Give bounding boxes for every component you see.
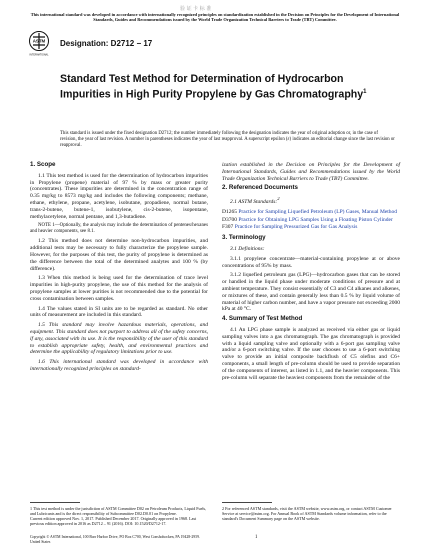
paragraph-1-6: 1.6 This international standard was developed in accordance with internationally recognized principles on standard- bbox=[30, 359, 208, 372]
copyright-line: Copyright © ASTM International, 100 Barr Harbor Drive, PO Box C700, West Conshohocken, PA 19428-2959. United States bbox=[30, 535, 200, 544]
footnote-rule-right bbox=[222, 502, 272, 503]
svg-text:ASTM: ASTM bbox=[32, 38, 46, 44]
intro-note: This standard is issued under the fixed designation D2712; the number immediately following the designation indicates the year of original adoption or, in the case of revision, the year of last revision. A number in parentheses indicates the year of last reapproval. A superscript epsilon (ε) indicates an editorial change since the last revision or reapproval. bbox=[60, 131, 395, 148]
reference-link[interactable]: Practice for Obtaining LPG Samples Using a Floating Piston Cylinder bbox=[238, 216, 393, 223]
astm-standards-label: 2.1 ASTM Standards: bbox=[230, 199, 278, 206]
paragraph-3-1-2: 3.1.2 liquefied petroleum gas (LPG)—hydrocarbon gases that can be stored or handled in the liquid phase under moderate conditions of pressure and at ambient temperature. They consist essentially of C3 and C4 alkanes and alkenes, or mixtures of these, and contain generally less than 0.5 % by liquid volume of material of higher carbon number, and have a vapor pressure not exceeding 2000 kPa at 40 °C. bbox=[222, 272, 401, 313]
reference-code: F307 bbox=[222, 224, 234, 231]
reference-code: D3700 bbox=[222, 216, 237, 223]
title-footnote-mark: 1 bbox=[363, 88, 367, 95]
svg-text:INTERNATIONAL: INTERNATIONAL bbox=[29, 53, 49, 57]
paragraph-4-1: 4.1 An LPG phase sample is analyzed as received via either gas or liquid sampling valves into a gas chromatograph. The gas chromatograph is provided with a liquid sampling valve and optionally with a 6-port gas sampling valve and/or a 6-port switching valve. If the user chooses to use a 6-port switching valve to provide an initial composite backflush of C5 olefins and C6+ components, a small length of pre-column should be used to provide separation of the components of interest, as listed in 1.1, and the heavier components. This pre-column will separate the heaviest components from the remainder of the bbox=[222, 326, 400, 381]
footnote-mark-2: 2 bbox=[277, 196, 280, 202]
watermark: 验 证 卡 标 准 bbox=[180, 6, 212, 12]
footnote-1: 1 This test method is under the jurisdiction of ASTM Committee D02 on Petroleum Products, Liquid Fuels, and Lubricants and is the direct responsibility of Subcommittee D02.D0.01 on Propylene. bbox=[30, 506, 207, 516]
footnote-rule-left bbox=[30, 502, 80, 503]
paragraph-1-6-continued: ization established in the Decision on Principles for the Development of International Standards, Guides and Recommendations issued by the World Trade Organization Technical Barriers to Trade (TBT) Committee. bbox=[222, 162, 400, 182]
reference-link[interactable]: Practice for Sampling Pressurized Gas for Gas Analysis bbox=[234, 224, 358, 231]
reference-d3700[interactable] bbox=[222, 217, 400, 224]
paragraph-1-5: 1.5 This standard may involve hazardous materials, operations, and equipment. This standard does not purport to address all of the safety concerns, if any, associated with its use. It is the responsibility of the user of this standard to establish appropriate safety, health, and environmental practices and determine the applicability of regulatory limitations prior to use. bbox=[30, 322, 208, 356]
referenced-documents-heading: 2. Referenced Documents bbox=[222, 184, 298, 192]
note-1: NOTE 1—Optionally, the analysis may include the determination of pentenes/hexanes and heavier components, see 8.1. bbox=[30, 223, 208, 235]
footnote-2: 2 For referenced ASTM standards, visit the ASTM website, www.astm.org, or contact ASTM Customer Service at service@astm.org. For Annual Book of ASTM Standards volume information, refer to the standard's Document Summary page on the ASTM website. bbox=[222, 506, 392, 521]
reference-link[interactable]: Practice for Sampling Liquefied Petroleum (LP) Gases, Manual Method bbox=[238, 208, 398, 215]
astm-logo bbox=[28, 31, 50, 58]
footnote-edition: Current edition approved Nov. 1, 2017. Published December 2017. Originally approved in 1968. Last previous edition approved in 2016 as D2712 – 91 (2016). DOI: 10.1520/D2712-17. bbox=[30, 516, 197, 526]
paragraph-1-3: 1.3 When this method is being used for the determination of trace level impurities in high-purity propylene, the use of this method for the analysis of propylene samples at lower purities is not recommended due to the potential for cross contamination between samples. bbox=[30, 275, 208, 302]
terminology-heading: 3. Terminology bbox=[222, 234, 266, 242]
paragraph-1-1: 1.1 This test method is used for the determination of hydrocarbon impurities in Propylene (propene) material of 97 % by mass or greater purity (concentrates). These impurities are determined in the concentration range of 0.35 mg/kg to 8573 mg/kg and includes the following components; methane, ethane, ethylene, propane, acetylene, isobutane, propadiene, normal butane, trans-2-butene, butene-1, isobutylene, cis-2-butene, isopentane, methylacetylene, normal pentane, and 1,3-butadiene. bbox=[30, 172, 208, 220]
paragraph-1-2: 1.2 This method does not determine non-hydrocarbon impurities, and additional tests may be necessary to fully characterize the propylene sample. However, for the purposes of this test, the purity of propylene is determined as the difference between the total of the determined analytes and 100 % (by difference). bbox=[30, 238, 208, 272]
top-notice: This international standard was developed in accordance with internationally recognized principles on standardization established in the Decision on Principles for the Development of International Standards, Guides and Recommendations issued by the World Trade Organization Technical Barriers to Trade (TBT) Committee. bbox=[30, 12, 400, 23]
footnotes-left bbox=[30, 506, 208, 526]
left-column bbox=[30, 162, 208, 376]
reference-code: D1265 bbox=[222, 208, 237, 215]
right-column bbox=[222, 162, 400, 384]
summary-heading: 4. Summary of Test Method bbox=[222, 315, 303, 323]
document-title bbox=[60, 73, 390, 101]
paragraph-3-1-1: 3.1.1 propylene concentrate—material-containing propylene at or above concentrations of 95% by mass. bbox=[222, 255, 400, 269]
paragraph-1-4: 1.4 The values stated in SI units are to be regarded as standard. No other units of measurement are included in this standard. bbox=[30, 305, 208, 319]
reference-d1265[interactable] bbox=[222, 209, 400, 216]
scope-heading: 1. Scope bbox=[30, 161, 56, 168]
reference-f307[interactable] bbox=[222, 224, 400, 231]
paragraph-3-1: 3.1 Definitions: bbox=[230, 246, 265, 252]
paragraph-2-1 bbox=[222, 196, 400, 206]
title-text: Standard Test Method for Determination of Hydrocarbon Impurities in High Purity Propylene by Gas Chromatography bbox=[60, 73, 364, 101]
designation: Designation: D2712 − 17 bbox=[60, 39, 153, 48]
footnotes-right bbox=[222, 506, 400, 521]
page-number: 1 bbox=[255, 535, 258, 540]
